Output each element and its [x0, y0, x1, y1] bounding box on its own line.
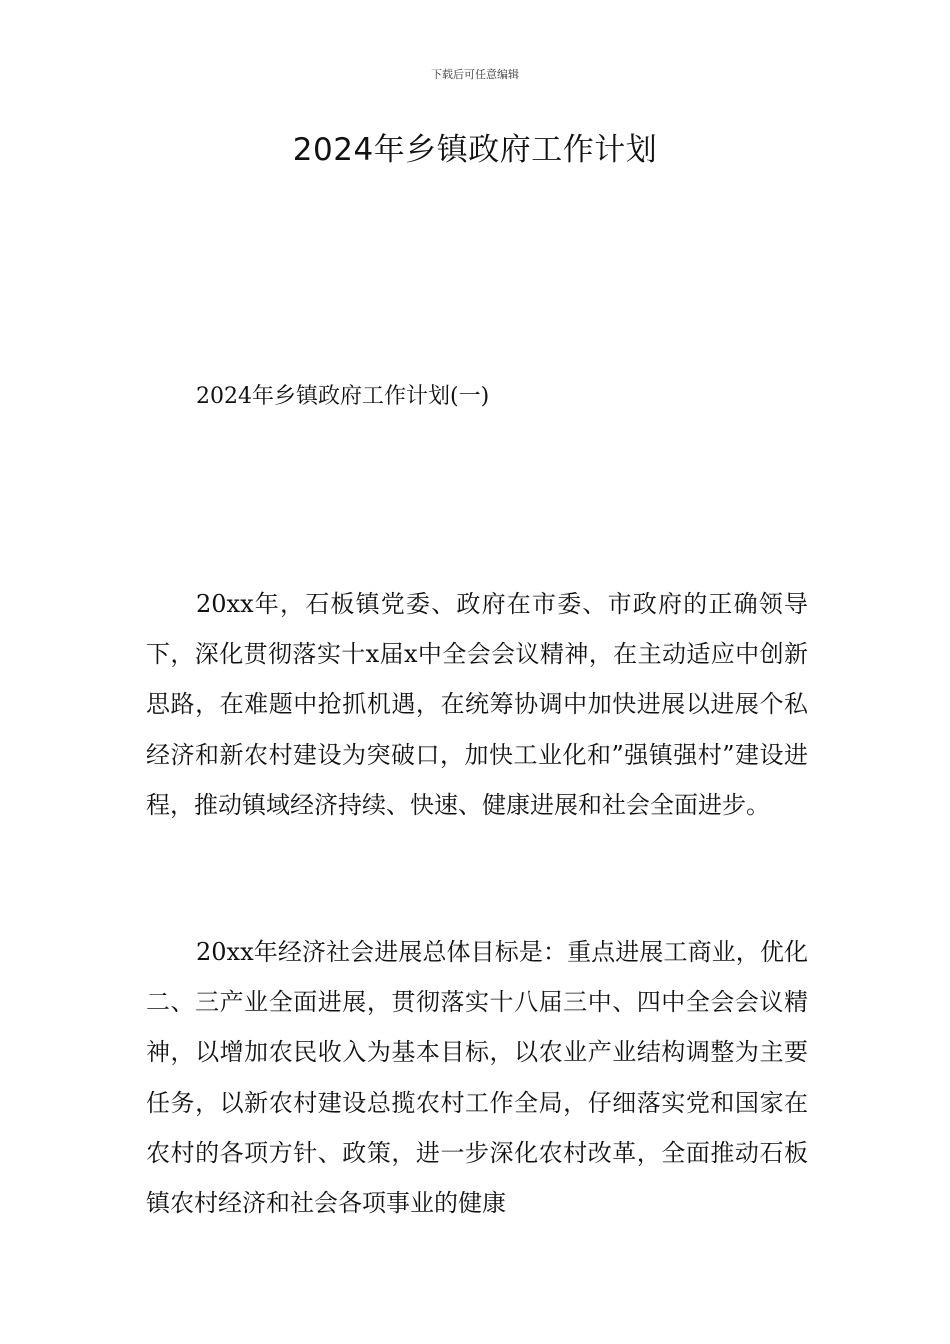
document-title: 2024年乡镇政府工作计划 [292, 132, 658, 168]
section-heading: 2024年乡镇政府工作计划(一) [196, 384, 490, 409]
body-paragraph-2: 20xx年经济社会进展总体目标是：重点进展工商业，优化二、三产业全面进展，贯彻落实十八届三中、四中全会会议精神，以增加农民收入为基本目标，以农业产业结构调整为主要任务，以新农村建设总揽农村工作全局，仔细落实党和国家在农村的各项方针、政策，进一步深化农村改革，全面推动石板镇农村经济和社会各项事业的健康 [146, 938, 808, 1218]
body-paragraph-1: 20xx年，石板镇党委、政府在市委、市政府的正确领导下，深化贯彻落实十x届x中全会会议精神，在主动适应中创新思路，在难题中抢抓机遇，在统筹协调中加快进展以进展个私经济和新农村建设为突破口，加快工业化和”强镇强村”建设进程，推动镇域经济持续、快速、健康进展和社会全面进步。 [146, 590, 808, 819]
header-note: 下载后可任意编辑 [431, 68, 519, 81]
